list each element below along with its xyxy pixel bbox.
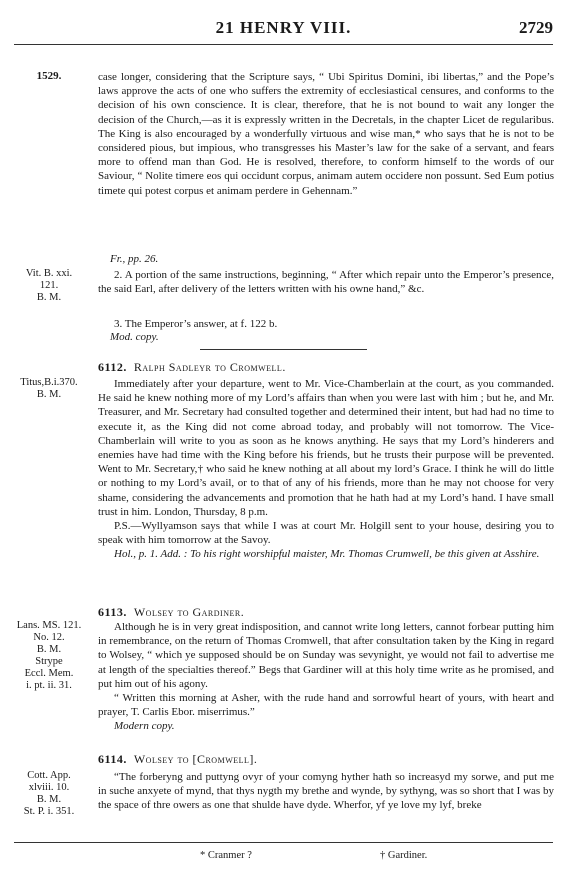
margin-line: xlviii. 10. xyxy=(28,782,70,793)
margin-line: Vit. B. xxi. xyxy=(25,268,73,279)
continued-text xyxy=(98,70,554,198)
running-title: 21 HENRY VIII. xyxy=(215,18,352,37)
paragraph: 3. The Emperor’s answer, at f. 122 b. xyxy=(114,318,278,330)
margin-ref xyxy=(14,770,84,818)
margin-line: B. M. xyxy=(36,292,62,303)
margin-line: Titus,B.i.370. xyxy=(20,377,78,388)
margin-line: Lans. MS. 121. xyxy=(16,620,82,631)
margin-ref xyxy=(14,268,84,304)
entry-body xyxy=(98,377,554,562)
entry-number: 6113. xyxy=(98,605,127,619)
margin-line: 121. xyxy=(39,280,59,291)
entry-heading xyxy=(98,752,257,767)
margin-line: Cott. App. xyxy=(27,770,71,781)
entry-heading xyxy=(98,360,286,375)
entry-title: Wolsey to Gardiner. xyxy=(133,605,245,619)
margin-line: St. P. i. 351. xyxy=(23,806,75,817)
margin-line: Eccl. Mem. xyxy=(24,668,74,679)
source-note: Hol., p. 1. Add. : To his right worshipful maister, Mr. Thomas Crumwell, be this given at Asshire. xyxy=(114,548,540,561)
quotation: “ Written this morning at Asher, with the rude hand and sorrowful heart of yours, with heart and prayer, T. Carlis Ebor. miserrimus.” xyxy=(98,692,554,719)
margin-line: Strype xyxy=(35,656,63,667)
item-3 xyxy=(98,317,554,331)
postscript: P.S.—Wyllyamson says that while I was at court Mr. Holgill sent to your house, desiring you to speak with him tomorrow at the Savoy. xyxy=(98,520,554,547)
entry-body xyxy=(98,620,554,734)
margin-line: No. 12. xyxy=(33,632,65,643)
paragraph: case longer, considering that the Scripture says, “ Ubi Spiritus Domini, ibi libertas,” and the Pope’s laws approve the acts of one who suffers the extremity of ecclesiastical censures, and conforms to the decision of his own conscience. It is clear, therefore, that he is not bound to wait any longer the decision of the Church,—as it is expressly written in the Decretals, in the chapter Licet de regularibus. The King is also encouraged by a wonderfully virtuous and wise man,* who says that he is not to be considered pious, but impious, who transgresses his Master’s law for the sake of a servant, and fears more to offend man than God. He is resolved, therefore, to conform himself to the words of our Saviour, “ Nolite timere eos qui occidunt corpus, animam autem occidere non possunt. Sed Eum potius timete qui potest corpus et animam perdere in Gehennam.” xyxy=(98,71,554,197)
source-note: Fr., pp. 26. xyxy=(110,253,159,265)
paragraph: 2. A portion of the same instructions, beginning, “ After which repair unto the Emperor’s presence, the said Earl, after delivery of the letters written with his owne hand,” &c. xyxy=(98,269,554,296)
paragraph: “The forberyng and puttyng ovyr of your comyng hyther hath so increasyd my sorwe, and put me in suche anxyete of mynd, that thys nygth my brethe and wynde, by sythyng, was so short that I was by the space of thre owers as one that shulde have dyde. Wherfor, yf ye love my lyf, breke xyxy=(98,771,554,812)
entry-number: 6112. xyxy=(98,360,127,374)
entry-title: Wolsey to [Cromwell]. xyxy=(133,752,258,766)
paragraph: Although he is in very great indisposition, and cannot write long letters, cannot forbear putting him in remembrance, on the return of Thomas Cromwell, that after consultation taken by the King in regard to Wolsey, “ which ye supposed should be on Sunday was sevynight, ye would not fail to advertise me at length of the specialties thereof.” Begs that Gardiner will at this holy time write as he promised, and put him out of his agony. xyxy=(98,621,554,690)
entry-body xyxy=(98,770,554,813)
margin-ref xyxy=(14,377,84,401)
margin-ref xyxy=(14,620,84,692)
margin-line: B. M. xyxy=(36,644,62,655)
margin-year: 1529. xyxy=(36,70,62,82)
paragraph: Immediately after your departure, went to Mr. Vice-Chamberlain at the court, as you commanded. He said he knew nothing more of my Lord’s affairs than when you were last with him ; but he, and Mr. Treasurer, and Mr. Secretary had consulted together and determined their intent, but had had no time to execute it, as the King did not come abroad today, and probably will not tomorrow. The Vice-Chamberlain will write to you as soon as he knows anything. He says that my Lord’s hinderers and enemies have had time with the King before his friends, but he trusts their purpose will be prevented. Went to Mr. Secretary,† who said he knew nothing at all about my lord’s Grace. I think he will do little or nothing to my Lord’s avail, or to that of any of his friends, more than he may not choose for very shame, considering the advancements and promotion that he hath had at my Lord’s hand. I have small trust in him. London, Thursday, 8 p.m. xyxy=(98,378,554,518)
margin-line: B. M. xyxy=(36,794,62,805)
entry-heading xyxy=(98,605,244,620)
margin-line: i. pt. ii. 31. xyxy=(26,680,72,691)
entry-divider xyxy=(200,349,367,350)
footnote: † Gardiner. xyxy=(380,850,428,861)
source-note: Mod. copy. xyxy=(110,331,159,343)
entry-title: Ralph Sadleyr to Cromwell. xyxy=(133,360,286,374)
footnote-rule xyxy=(14,842,553,843)
entry-number: 6114. xyxy=(98,752,127,766)
item-2 xyxy=(98,268,554,296)
footnote: * Cranmer ? xyxy=(200,850,252,861)
margin-line: B. M. xyxy=(36,389,62,400)
page-number: 2729 xyxy=(519,18,553,37)
page-header xyxy=(0,18,567,38)
source-note: Modern copy. xyxy=(114,720,175,733)
header-rule xyxy=(14,44,553,45)
